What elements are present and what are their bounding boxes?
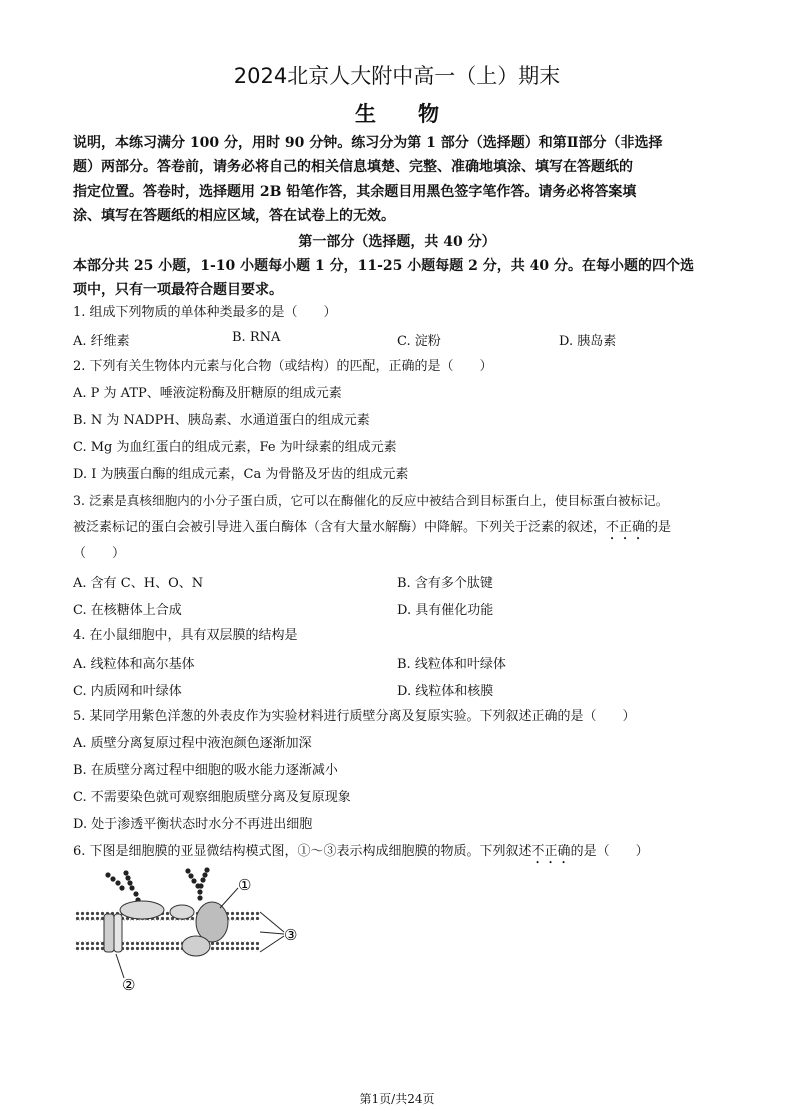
transmembrane-protein [196, 902, 228, 942]
q3-option-a: A. 含有 C、H、O、N [73, 576, 204, 591]
instructions-line-3: 指定位置。答卷时，选择题用 2B 铅笔作答，其余题目用黑色签字笔作答。请务必将答案填 [73, 184, 637, 200]
question-4-stem: 4. 在小鼠细胞中，具有双层膜的结构是 [73, 628, 298, 643]
q3-option-d: D. 具有催化功能 [397, 603, 494, 618]
cell-membrane-diagram [70, 866, 310, 996]
q4-option-a: A. 线粒体和高尔基体 [73, 657, 195, 672]
q2-option-c: C. Mg 为血红蛋白的组成元素，Fe 为叶绿素的组成元素 [73, 440, 397, 455]
label-3: ③ [284, 926, 298, 944]
channel-protein [104, 914, 114, 952]
instructions-line-1: 说明，本练习满分 100 分，用时 90 分钟。练习分为第 1 部分（选择题）和第Ⅱ部分（非选择 [73, 135, 663, 151]
label-2: ② [122, 976, 136, 994]
section-heading: 第一部分（选择题，共 40 分） [298, 234, 496, 250]
section-desc-line-1: 本部分共 25 小题，1-10 小题每小题 1 分，11-25 小题每题 2 分，共 40 分。在每小题的四个选 [73, 258, 694, 274]
glycocalyx-chains [105, 867, 209, 902]
question-3-answer-blank: （ ） [73, 546, 126, 561]
subject-title: 生 物 [355, 101, 439, 126]
q1-option-d: D. 胰岛素 [559, 334, 617, 349]
q4-option-b: B. 线粒体和叶绿体 [397, 657, 506, 672]
instructions-line-4: 涂、填写在答题纸的相应区域，答在试卷上的无效。 [73, 208, 395, 224]
question-2-stem: 2. 下列有关生物体内元素与化合物（或结构）的匹配，正确的是（ ） [73, 359, 493, 374]
q4-option-d: D. 线粒体和核膜 [397, 684, 494, 699]
q2-option-a: A. P 为 ATP、唾液淀粉酶及肝糖原的组成元素 [73, 386, 342, 401]
section-desc-line-2: 项中，只有一项最符合题目要求。 [73, 282, 283, 298]
q1-option-b: B. RNA [232, 330, 281, 345]
q2-option-b: B. N 为 NADPH、胰岛素、水通道蛋白的组成元素 [73, 413, 370, 428]
page-footer: 第1页/共24页 [359, 1092, 435, 1106]
q3-option-c: C. 在核糖体上合成 [73, 603, 182, 618]
question-3-stem-line-2 [73, 518, 734, 543]
question-6-stem [73, 842, 734, 867]
q3-stem-tail: 的是 [645, 520, 672, 535]
question-3-stem-line-1: 3. 泛素是真核细胞内的小分子蛋白质，它可以在酶催化的反应中被结合到目标蛋白上，使目标蛋白被标记。 [73, 493, 669, 508]
q5-option-b: B. 在质壁分离过程中细胞的吸水能力逐渐减小 [73, 763, 338, 778]
q2-option-d: D. I 为胰蛋白酶的组成元素，Ca 为骨骼及牙齿的组成元素 [73, 467, 409, 482]
q4-option-c: C. 内质网和叶绿体 [73, 684, 182, 699]
instructions-line-2: 题）两部分。答卷前，请务必将自己的相关信息填楚、完整、准确地填涂、填写在答题纸的 [73, 159, 633, 175]
q5-option-a: A. 质壁分离复原过程中液泡颜色逐渐加深 [73, 736, 312, 751]
q3-stem-text: 被泛素标记的蛋白会被引导进入蛋白酶体（含有大量水解酶）中降解。下列关于泛素的叙述， [73, 520, 607, 535]
label-1: ① [238, 876, 252, 894]
q5-option-c: C. 不需要染色就可观察细胞质壁分离及复原现象 [73, 790, 351, 805]
q6-stem-tail: 的是（ ） [570, 844, 649, 859]
exam-title: 2024北京人大附中高一（上）期末 [233, 64, 561, 88]
q5-option-d: D. 处于渗透平衡状态时水分不再进出细胞 [73, 817, 313, 832]
surface-protein [120, 901, 164, 919]
q1-option-a: A. 纤维素 [73, 334, 130, 349]
q6-emphasis: 不正确 [531, 844, 571, 859]
question-1-stem: 1. 组成下列物质的单体种类最多的是（ ） [73, 305, 337, 320]
question-5-stem: 5. 某同学用紫色洋葱的外表皮作为实验材料进行质壁分离及复原实验。下列叙述正确的是（ ） [73, 709, 636, 724]
q1-option-c: C. 淀粉 [397, 334, 441, 349]
q6-stem-text: 6. 下图是细胞膜的亚显微结构模式图，①～③表示构成细胞膜的物质。下列叙述 [73, 844, 532, 859]
phospholipid-inner-layer [74, 942, 260, 952]
q3-option-b: B. 含有多个肽键 [397, 576, 493, 591]
q3-emphasis: 不正确 [606, 520, 646, 535]
phospholipid-outer-layer [74, 910, 260, 920]
